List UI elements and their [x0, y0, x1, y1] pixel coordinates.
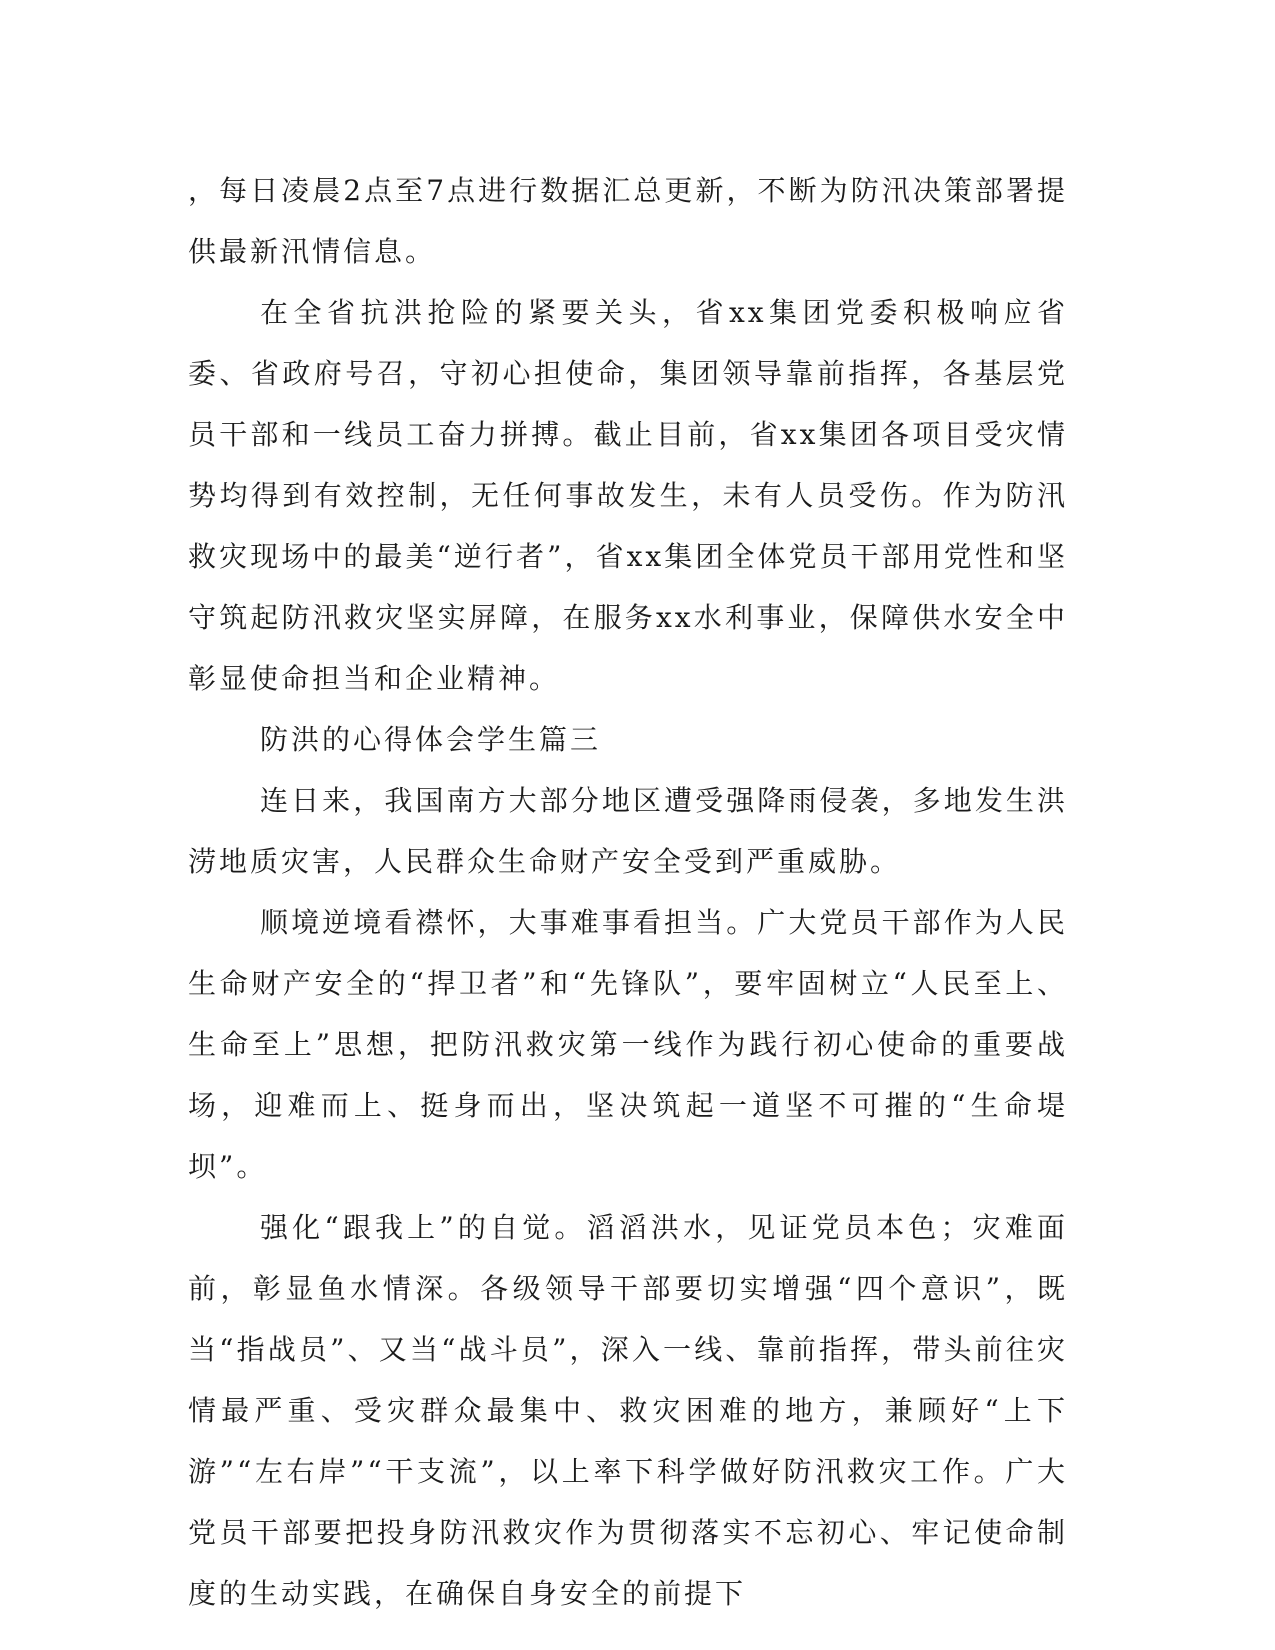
- paragraph-follow-me: 强化“跟我上”的自觉。滔滔洪水，见证党员本色；灾难面前，彰显鱼水情深。各级领导干部要切实增强“四个意识”，既当“指战员”、又当“战斗员”，深入一线、靠前指挥，带头前往灾情最严重、受灾群众最集中、救灾困难的地方，兼顾好“上下游”“左右岸”“干支流”，以上率下科学做好防汛救灾工作。广大党员干部要把投身防汛救灾作为贯彻落实不忘初心、牢记使命制度的生动实践，在确保自身安全的前提下: [188, 1211, 1068, 1610]
- paragraph-intro: 连日来，我国南方大部分地区遭受强降雨侵袭，多地发生洪涝地质灾害，人民群众生命财产安全受到严重威胁。: [188, 784, 1068, 878]
- paragraph-flood-response: 在全省抗洪抢险的紧要关头，省xx集团党委积极响应省委、省政府号召，守初心担使命，集团领导靠前指挥，各基层党员干部和一线员工奋力拼搏。截止目前，省xx集团各项目受灾情势均得到有效控制，无任何事故发生，未有人员受伤。作为防汛救灾现场中的最美“逆行者”，省xx集团全体党员干部用党性和坚守筑起防汛救灾坚实屏障，在服务xx水利事业，保障供水安全中彰显使命担当和企业精神。: [188, 296, 1068, 695]
- paragraph-continuation: ，每日凌晨2点至7点进行数据汇总更新，不断为防汛决策部署提供最新汛情信息。: [188, 174, 1068, 268]
- paragraph-responsibility: 顺境逆境看襟怀，大事难事看担当。广大党员干部作为人民生命财产安全的“捍卫者”和“先锋队”，要牢固树立“人民至上、生命至上”思想，把防汛救灾第一线作为践行初心使命的重要战场，迎难而上、挺身而出，坚决筑起一道坚不可摧的“生命堤坝”。: [188, 906, 1068, 1183]
- document-body: [188, 160, 1068, 1624]
- section-heading: 防洪的心得体会学生篇三: [260, 723, 602, 756]
